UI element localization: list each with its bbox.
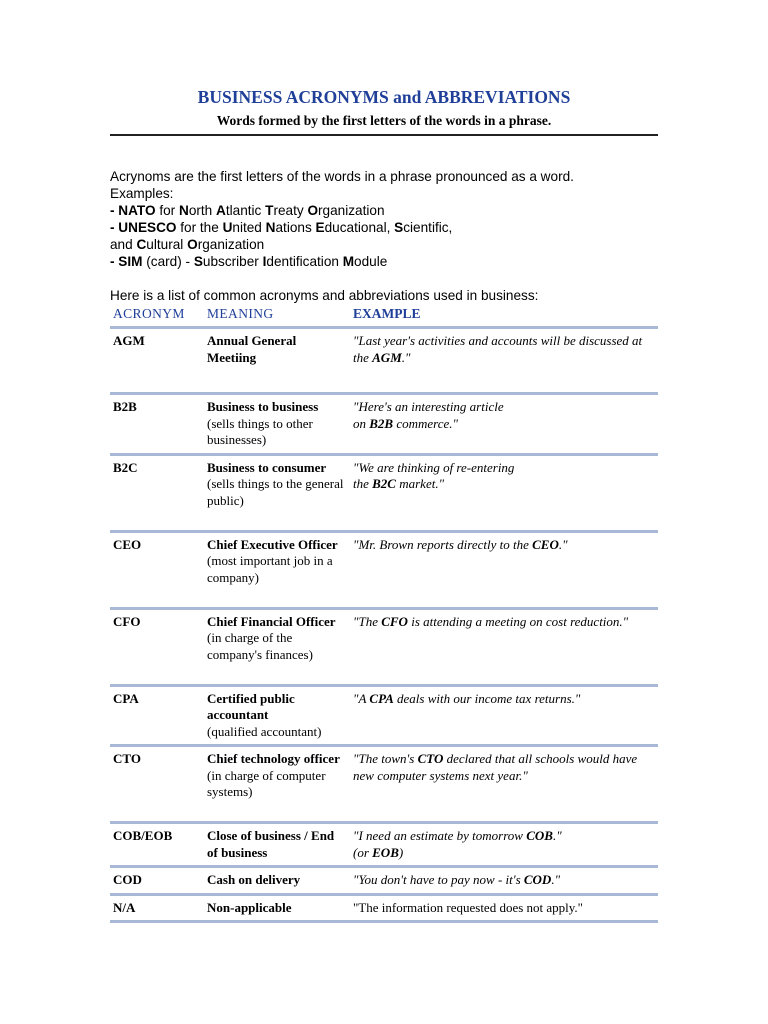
example-line: - NATO for North Atlantic Treaty Organization [110,203,385,218]
meaning-note: (most important job in a company) [207,553,333,585]
meaning-title: Business to consumer [207,459,327,475]
bold-term: N [265,220,276,235]
table-row [110,328,658,394]
table-row [110,531,658,608]
bold-term: AGM [372,349,402,365]
acronym-cell: COD [110,867,204,895]
meaning-cell [204,685,350,746]
table-body [110,328,658,922]
bold-term: EOB [372,844,399,860]
bold-term: CEO [532,536,559,552]
example-cell: "The information requested does not apply." [350,894,658,922]
example-cell: "The CFO is attending a meeting on cost reduction." [350,608,658,685]
table-row [110,685,658,746]
bold-term: B2C [372,476,396,491]
document-subtitle: Words formed by the first letters of the words in a phrase. [216,113,552,128]
meaning-title: Certified public accountant [207,690,295,722]
table-row [110,894,658,922]
meaning-title: Annual General Meetiing [207,333,297,365]
example-cell: "Here's an interesting article on B2B commerce." [350,394,658,455]
bold-term: CTO [417,751,444,766]
meaning-cell [204,328,350,394]
bold-term: U [222,220,233,235]
bold-term: T [265,203,274,218]
meaning-title: Close of business / End of business [207,828,335,860]
acronym-cell: CFO [110,608,204,685]
intro-paragraph [110,168,658,270]
bold-term: S [193,254,203,269]
meaning-cell [204,823,350,867]
meaning-title: Chief Financial Officer [207,613,336,629]
list-intro: Here is a list of common acronyms and abbreviations used in business: [110,288,539,303]
table-header-row [110,306,658,328]
acronym-cell: N/A [110,894,204,922]
meaning-title: Business to business [207,399,319,414]
bold-term: O [187,237,198,252]
table-row [110,746,658,823]
meaning-title: Non-applicable [207,899,292,915]
meaning-cell [204,454,350,531]
bold-term: A [216,203,226,218]
bold-term: E [315,220,325,235]
meaning-note: (in charge of the company's finances) [207,630,313,662]
meaning-title: Chief technology officer [207,751,340,766]
bold-term: I [262,254,267,269]
acronym-cell: CPA [110,685,204,746]
header-example: EXAMPLE [350,306,658,328]
example-line: - UNESCO for the United Nations Educational, Scientific, [110,220,453,235]
meaning-title: Cash on delivery [207,872,301,887]
acronym-cell: CEO [110,531,204,608]
table-row [110,454,658,531]
meaning-cell [204,608,350,685]
acronym-cell: CTO [110,746,204,823]
example-cell: "You don't have to pay now - it's COD." [350,867,658,895]
example-line: and Cultural Organization [110,237,265,252]
examples-list [110,202,658,270]
table-row [110,867,658,895]
bold-term: CFO [381,613,408,629]
table-row [110,608,658,685]
meaning-note: (sells things to the general public) [207,476,344,508]
acronym-cell: AGM [110,328,204,394]
bold-term: CPA [369,690,394,706]
acronym-table [110,306,658,923]
header-meaning: MEANING [204,306,350,328]
bold-term: - NATO [110,203,156,218]
bold-term: S [394,220,404,235]
bold-term: O [307,203,319,218]
document-page [110,86,658,923]
bold-term: COD [523,872,552,887]
title-divider [110,134,658,136]
meaning-cell [204,867,350,895]
meaning-note: (qualified accountant) [207,723,322,739]
table-row [110,823,658,867]
bold-term: C [136,237,147,252]
bold-term: - SIM [110,254,143,269]
acronym-cell: B2C [110,454,204,531]
table-row [110,394,658,455]
intro-line: Acrynoms are the first letters of the words in a phrase pronounced as a word. [110,169,574,184]
meaning-cell [204,894,350,922]
example-cell: "Mr. Brown reports directly to the CEO." [350,531,658,608]
bold-term: COB [526,828,553,843]
example-cell: "A CPA deals with our income tax returns." [350,685,658,746]
bold-term: N [178,203,189,218]
meaning-cell [204,746,350,823]
example-cell: "Last year's activities and accounts will be discussed at the AGM." [350,328,658,394]
acronym-cell: B2B [110,394,204,455]
bold-term: M [342,254,355,269]
document-title: BUSINESS ACRONYMS and ABBREVIATIONS [197,87,571,107]
meaning-cell [204,531,350,608]
example-cell: "The town's CTO declared that all schools would have new computer systems next year." [350,746,658,823]
bold-term: - UNESCO [110,220,177,235]
header-acronym: ACRONYM [110,306,204,328]
example-cell: "I need an estimate by tomorrow COB." (or EOB) [350,823,658,867]
meaning-title: Chief Executive Officer [207,536,338,552]
bold-term: B2B [369,415,394,431]
example-cell: "We are thinking of re-entering the B2C market." [350,454,658,531]
example-line: - SIM (card) - Subscriber Identification Module [110,254,388,269]
examples-label: Examples: [110,186,174,201]
meaning-note: (sells things to other businesses) [207,415,313,447]
meaning-note: (in charge of computer systems) [207,767,326,799]
acronym-cell: COB/EOB [110,823,204,867]
meaning-cell [204,394,350,455]
